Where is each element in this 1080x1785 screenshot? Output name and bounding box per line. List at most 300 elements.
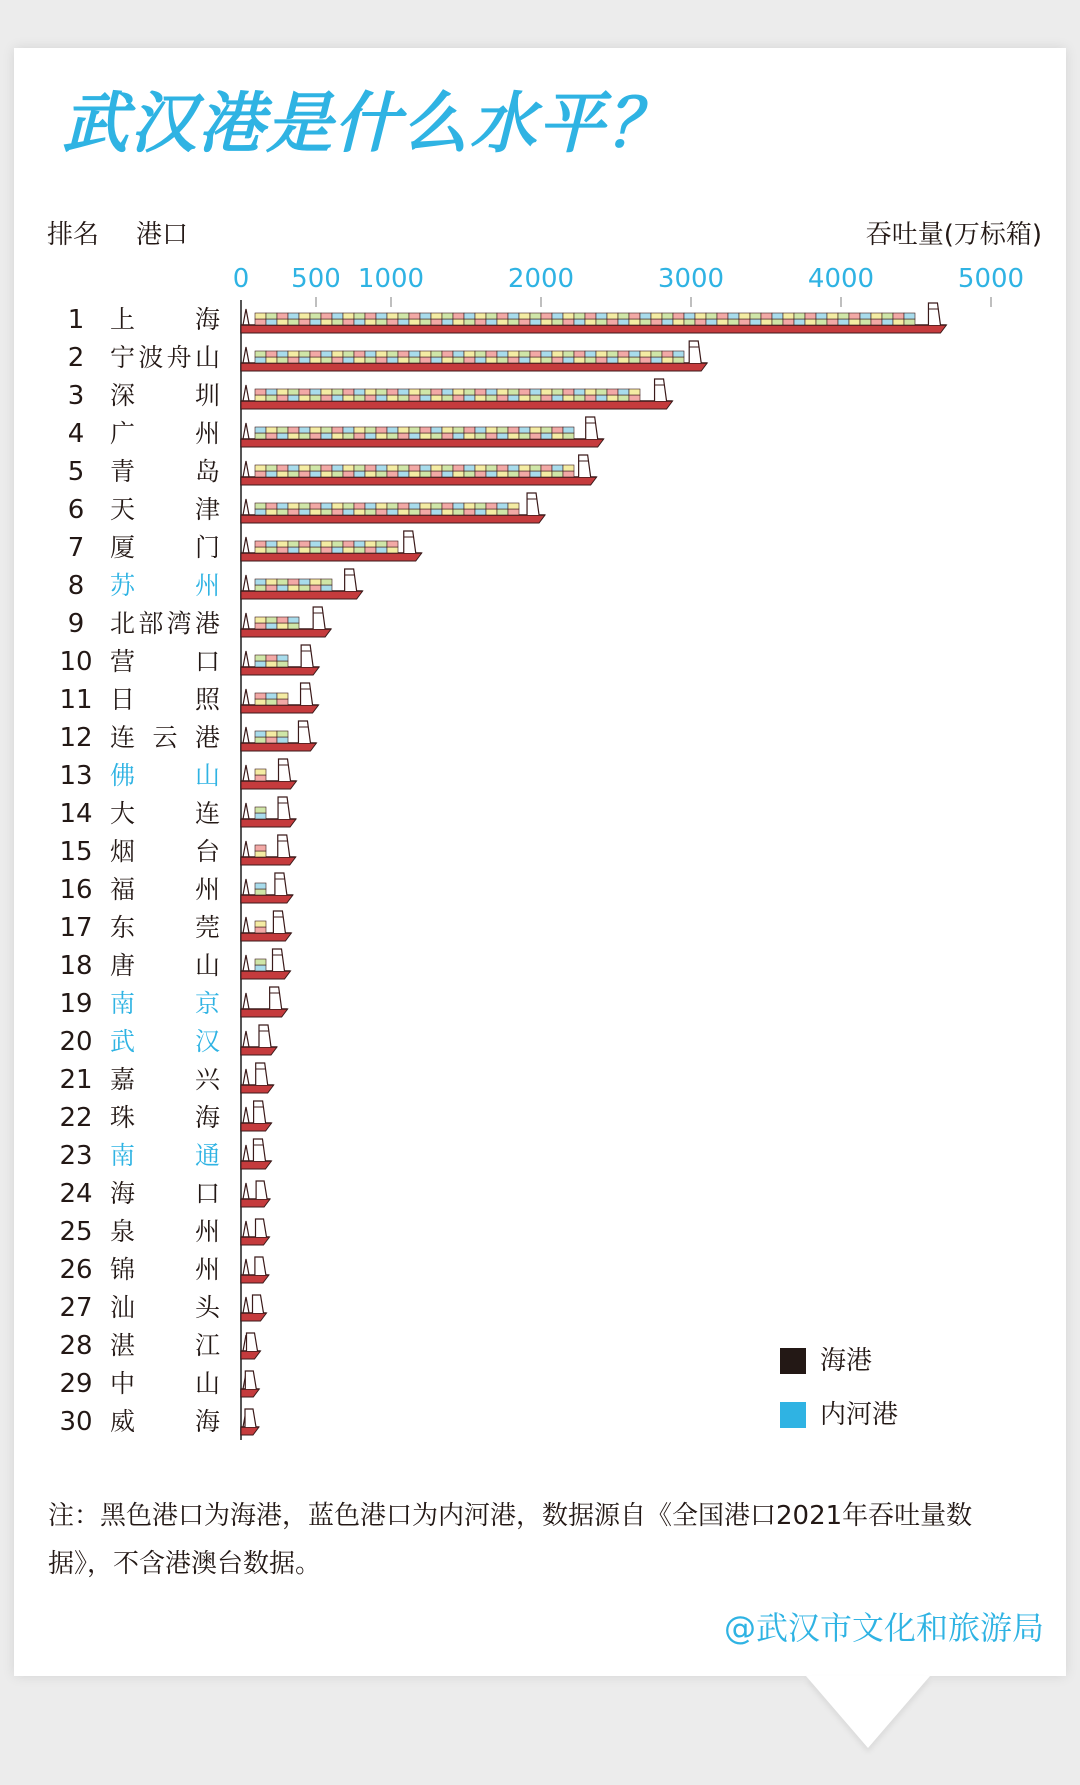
ship-cabin (279, 759, 291, 781)
ship-container (651, 351, 662, 357)
ship-container (431, 357, 442, 363)
port-label-char: 福 (110, 875, 136, 904)
ship-container (431, 319, 442, 325)
ship-container (354, 357, 365, 363)
port-label-char: 头 (195, 1293, 221, 1322)
ship-container (266, 503, 277, 509)
ship-container (409, 503, 420, 509)
ship-container (629, 313, 640, 319)
ship-stern (243, 955, 249, 971)
ship-container (541, 351, 552, 357)
ship-container (277, 395, 288, 401)
x-tick-label: 5000 (957, 264, 1025, 294)
ship-hull (241, 1085, 274, 1093)
x-tick-label: 2000 (507, 264, 575, 294)
ship-stern (243, 879, 249, 895)
ship-container (530, 395, 541, 401)
ship-container (310, 585, 321, 591)
ship-container (629, 395, 640, 401)
port-label (110, 723, 220, 752)
ship-container (453, 503, 464, 509)
ship-container (563, 465, 574, 471)
ship-container (673, 357, 684, 363)
ship-container (398, 313, 409, 319)
ship-container (277, 579, 288, 585)
port-label-char: 山 (195, 1369, 221, 1398)
ship-container (486, 313, 497, 319)
ship-container (574, 351, 585, 357)
ship-cabin (270, 987, 282, 1009)
ship-container (431, 471, 442, 477)
x-tick-label: 0 (232, 264, 250, 294)
port-label-char: 波 (138, 343, 164, 372)
port-label (110, 875, 220, 904)
ship-container (255, 395, 266, 401)
ship-cabin (278, 835, 290, 857)
ship-container (475, 471, 486, 477)
ship-stern (243, 727, 249, 743)
port-label (110, 1027, 220, 1056)
ship-container (464, 395, 475, 401)
ship-container (651, 357, 662, 363)
ship-container (519, 313, 530, 319)
port-label (110, 457, 220, 486)
ship-container (508, 389, 519, 395)
ship-container (266, 509, 277, 515)
ship-container (607, 313, 618, 319)
ship-container (541, 319, 552, 325)
ship-bar (241, 835, 296, 865)
ship-hull (241, 895, 293, 903)
ship-container (266, 319, 277, 325)
ship-container (321, 471, 332, 477)
ship-container (266, 433, 277, 439)
ship-container (376, 357, 387, 363)
ship-container (739, 313, 750, 319)
port-label-char: 口 (195, 647, 221, 676)
ship-cabin (404, 531, 416, 553)
ship-container (640, 357, 651, 363)
port-label-char: 威 (110, 1407, 136, 1436)
ship-container (255, 775, 266, 781)
ship-stern (243, 803, 249, 819)
ship-container (398, 319, 409, 325)
ship-container (376, 389, 387, 395)
ship-container (464, 471, 475, 477)
ship-container (266, 389, 277, 395)
ship-container (255, 433, 266, 439)
ship-cabin (278, 797, 290, 819)
ship-container (343, 541, 354, 547)
ship-hull (241, 591, 363, 599)
ship-container (607, 319, 618, 325)
ship-container (288, 509, 299, 515)
ship-container (497, 509, 508, 515)
ship-container (409, 389, 420, 395)
ship-bar (241, 1025, 277, 1055)
ship-bar (241, 569, 363, 599)
ship-container (255, 813, 266, 819)
ship-hull (241, 1123, 272, 1131)
ship-hull (241, 743, 316, 751)
ship-container (453, 471, 464, 477)
ship-container (497, 351, 508, 357)
ship-container (475, 503, 486, 509)
ship-container (618, 395, 629, 401)
ship-container (332, 319, 343, 325)
ship-container (431, 351, 442, 357)
ship-container (332, 427, 343, 433)
legend-swatch-river (780, 1402, 806, 1428)
ship-container (563, 433, 574, 439)
port-label-char: 唐 (110, 951, 136, 980)
ship-bar (241, 1333, 261, 1359)
ship-container (266, 579, 277, 585)
ship-container (420, 503, 431, 509)
ship-container (827, 313, 838, 319)
ship-container (497, 433, 508, 439)
ship-container (332, 509, 343, 515)
port-label-char: 深 (110, 381, 136, 410)
ship-container (310, 319, 321, 325)
port-label-char: 岛 (195, 457, 221, 486)
ship-stern (243, 1183, 249, 1199)
ship-container (486, 319, 497, 325)
ship-container (563, 471, 574, 477)
port-label (110, 951, 220, 980)
ship-container (486, 503, 497, 509)
ship-container (387, 357, 398, 363)
ship-container (409, 427, 420, 433)
rank-label: 11 (59, 685, 93, 715)
port-label-char: 东 (110, 913, 136, 942)
ship-cabin (527, 493, 539, 515)
ship-cabin (247, 1333, 258, 1351)
ship-container (255, 579, 266, 585)
ship-container (596, 313, 607, 319)
ship-bar (241, 303, 946, 333)
ship-container (266, 427, 277, 433)
ship-container (552, 319, 563, 325)
ship-container (574, 313, 585, 319)
ship-cabin (255, 1257, 266, 1275)
ship-container (772, 313, 783, 319)
ship-bar (241, 797, 296, 827)
port-label (110, 799, 220, 828)
credit-text: @武汉市文化和旅游局 (723, 1609, 1044, 1647)
port-label (110, 609, 220, 638)
ship-container (585, 389, 596, 395)
ship-hull (241, 1275, 269, 1283)
ship-hull (241, 439, 604, 447)
ship-stern (243, 651, 249, 667)
ship-container (508, 319, 519, 325)
ship-container (255, 851, 266, 857)
ship-container (442, 389, 453, 395)
port-label (110, 1065, 221, 1094)
ship-container (376, 319, 387, 325)
rank-label: 27 (59, 1293, 93, 1323)
ship-hull (241, 1351, 261, 1359)
ship-container (332, 433, 343, 439)
ship-container (310, 471, 321, 477)
ship-container (860, 319, 871, 325)
ship-container (255, 585, 266, 591)
ship-container (288, 503, 299, 509)
ship-container (255, 509, 266, 515)
port-label-char: 连 (110, 723, 136, 752)
port-label-char: 山 (195, 761, 221, 790)
ship-container (497, 313, 508, 319)
ship-container (255, 351, 266, 357)
ship-container (508, 471, 519, 477)
port-label-char: 海 (195, 1407, 221, 1436)
rank-label: 3 (67, 381, 85, 411)
ship-container (486, 357, 497, 363)
rank-label: 2 (67, 343, 85, 373)
ship-container (409, 471, 420, 477)
port-label-char: 州 (195, 1255, 221, 1284)
port-label-char: 汉 (195, 1027, 221, 1056)
ship-container (288, 465, 299, 471)
ship-container (761, 313, 772, 319)
ship-container (321, 465, 332, 471)
ship-container (277, 699, 288, 705)
ship-container (343, 351, 354, 357)
rank-label: 10 (59, 647, 93, 677)
rank-label: 28 (59, 1331, 93, 1361)
ship-container (585, 313, 596, 319)
ship-container (299, 547, 310, 553)
ship-container (332, 547, 343, 553)
ship-container (255, 959, 266, 965)
ship-bar (241, 455, 597, 485)
ship-container (365, 313, 376, 319)
ship-bar (241, 721, 316, 751)
ship-container (321, 319, 332, 325)
ship-container (585, 319, 596, 325)
port-label-char: 门 (195, 533, 221, 562)
port-label (110, 533, 220, 562)
ship-container (255, 471, 266, 477)
ship-container (442, 319, 453, 325)
ship-container (277, 433, 288, 439)
ship-container (266, 541, 277, 547)
ship-bar (241, 1063, 274, 1093)
port-label-char: 青 (110, 457, 136, 486)
ship-container (255, 661, 266, 667)
ship-container (519, 351, 530, 357)
ship-container (365, 509, 376, 515)
port-label-char: 港 (195, 723, 221, 752)
ship-container (332, 389, 343, 395)
ship-stern (243, 841, 249, 857)
ship-hull (241, 667, 319, 675)
ship-container (431, 503, 442, 509)
ship-container (255, 845, 266, 851)
ship-container (486, 509, 497, 515)
rank-label: 22 (59, 1103, 93, 1133)
ship-container (266, 313, 277, 319)
ship-container (321, 547, 332, 553)
ship-container (255, 313, 266, 319)
ship-container (519, 395, 530, 401)
port-label-char: 嘉 (110, 1065, 136, 1094)
port-label (110, 761, 220, 790)
ship-container (277, 585, 288, 591)
ship-container (420, 389, 431, 395)
ship-container (794, 319, 805, 325)
ship-container (629, 389, 640, 395)
ship-container (321, 503, 332, 509)
ship-container (431, 465, 442, 471)
ship-container (530, 319, 541, 325)
port-label-char: 武 (110, 1027, 136, 1056)
ship-container (475, 319, 486, 325)
ship-container (343, 313, 354, 319)
ship-container (585, 357, 596, 363)
ship-container (288, 433, 299, 439)
port-label-char: 广 (110, 419, 136, 448)
ship-container (387, 351, 398, 357)
ship-container (530, 389, 541, 395)
port-label-char: 州 (195, 571, 221, 600)
ship-container (376, 541, 387, 547)
ship-container (277, 465, 288, 471)
ship-container (299, 509, 310, 515)
ship-container (420, 357, 431, 363)
ship-container (310, 351, 321, 357)
ship-container (266, 655, 277, 661)
ship-container (563, 313, 574, 319)
ship-container (574, 395, 585, 401)
ship-container (288, 471, 299, 477)
ship-container (420, 427, 431, 433)
ship-cabin (256, 1181, 267, 1199)
ship-container (277, 471, 288, 477)
port-label-char: 营 (110, 647, 136, 676)
ship-container (255, 883, 266, 889)
ship-container (574, 319, 585, 325)
ship-container (376, 509, 387, 515)
ship-container (299, 541, 310, 547)
ship-container (464, 351, 475, 357)
rank-label: 30 (59, 1407, 93, 1437)
ship-cabin (928, 303, 940, 325)
unit-header: 吞吐量(万标箱) (865, 220, 1042, 250)
ship-container (255, 921, 266, 927)
ship-container (464, 319, 475, 325)
ship-container (442, 465, 453, 471)
ship-container (299, 579, 310, 585)
ship-container (464, 313, 475, 319)
port-label-char: 南 (110, 989, 136, 1018)
ship-container (409, 319, 420, 325)
ship-hull (241, 1389, 259, 1397)
ship-container (409, 395, 420, 401)
ship-container (354, 471, 365, 477)
ship-container (332, 351, 343, 357)
ship-container (596, 389, 607, 395)
ship-container (255, 357, 266, 363)
port-label-char: 厦 (110, 533, 136, 562)
ship-container (442, 509, 453, 515)
ship-container (266, 471, 277, 477)
ship-bar (241, 987, 288, 1017)
ship-container (266, 351, 277, 357)
ship-container (266, 617, 277, 623)
ship-cabin (256, 1063, 268, 1085)
ship-container (629, 319, 640, 325)
ship-container (508, 427, 519, 433)
ship-container (299, 471, 310, 477)
page-title: 武汉港是什么水平？ (62, 85, 674, 162)
ship-container (596, 351, 607, 357)
ship-container (442, 313, 453, 319)
rank-label: 14 (59, 799, 93, 829)
ship-container (255, 965, 266, 971)
ship-container (607, 395, 618, 401)
ship-container (321, 433, 332, 439)
port-label (110, 1255, 220, 1284)
ship-container (343, 465, 354, 471)
ship-cabin (273, 949, 285, 971)
ship-container (376, 351, 387, 357)
ship-container (475, 427, 486, 433)
ship-container (519, 427, 530, 433)
ship-container (321, 541, 332, 547)
ship-container (409, 509, 420, 515)
ship-container (354, 503, 365, 509)
ship-container (695, 319, 706, 325)
ship-bar (241, 759, 297, 789)
ship-hull (241, 515, 545, 523)
ship-container (321, 509, 332, 515)
ship-container (585, 351, 596, 357)
ship-container (277, 737, 288, 743)
rank-label: 18 (59, 951, 93, 981)
ship-container (849, 319, 860, 325)
ship-container (365, 471, 376, 477)
port-label-char: 州 (195, 1217, 221, 1246)
ship-bar (241, 1295, 267, 1321)
ship-cabin (298, 721, 310, 743)
ship-container (541, 395, 552, 401)
ship-container (904, 319, 915, 325)
port-label-char: 北 (110, 609, 136, 638)
ship-container (893, 319, 904, 325)
ship-container (508, 313, 519, 319)
port-label-char: 南 (110, 1141, 136, 1170)
rank-label: 5 (67, 457, 85, 487)
ship-container (563, 427, 574, 433)
ship-container (343, 427, 354, 433)
ship-container (750, 313, 761, 319)
ship-stern (243, 1107, 249, 1123)
ship-container (299, 357, 310, 363)
port-label-char: 津 (195, 495, 221, 524)
ship-container (486, 433, 497, 439)
port-label-char: 湛 (110, 1331, 136, 1360)
rank-label: 6 (67, 495, 85, 525)
ship-container (310, 465, 321, 471)
ship-container (475, 465, 486, 471)
ship-hull (241, 1313, 267, 1321)
ship-container (343, 503, 354, 509)
ship-container (552, 465, 563, 471)
ship-container (596, 357, 607, 363)
ship-container (563, 357, 574, 363)
